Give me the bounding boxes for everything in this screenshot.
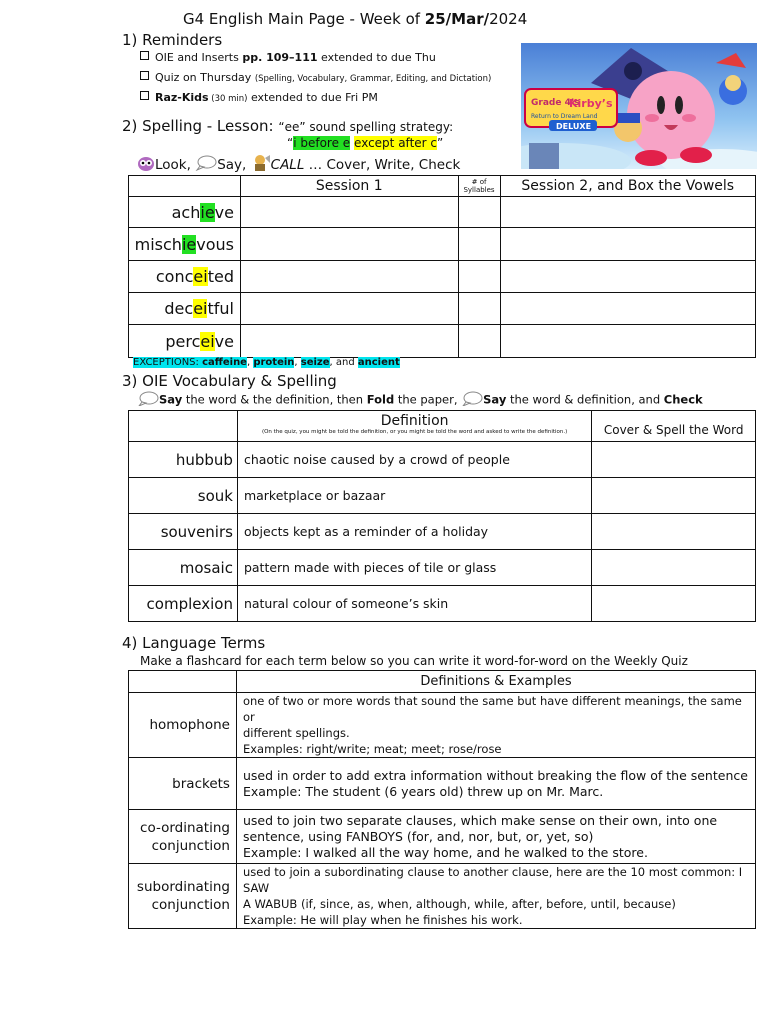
reminder-item: OIE and Inserts pp. 109–111 extended to due Thu	[140, 51, 436, 64]
term-cell: co-ordinating conjunction	[129, 810, 237, 864]
image-logo-sub: Return to Dream Land	[531, 113, 598, 120]
spelling-table	[128, 175, 756, 358]
page-title: G4 English Main Page - Week of 25/Mar/2024	[183, 10, 528, 28]
cover-spell-header: Cover & Spell the Word	[592, 411, 756, 442]
session1-cell[interactable]	[240, 293, 458, 325]
term-definition: used to join a subordinating clause to another clause, here are the 10 most common: I SAW A WABUB (if, since, as, when, although, while, after, before, until, because) Example: He will play when he finishes his work.	[236, 864, 755, 929]
spelling-exceptions: EXCEPTIONS: caffeine, protein, seize, and ancient	[133, 357, 400, 368]
terms-header-blank	[129, 671, 237, 693]
spelling-word: perceive	[129, 325, 241, 358]
kirby-game-image	[521, 43, 757, 169]
reminders-heading: 1) Reminders	[122, 31, 223, 49]
kirby-body-shape	[627, 71, 715, 159]
spelling-heading: 2) Spelling - Lesson: “ee” sound spelling strategy:	[122, 117, 454, 135]
owl-eyes-icon	[137, 155, 155, 175]
vocab-word: hubbub	[129, 442, 238, 478]
terms-heading: 4) Language Terms	[122, 634, 266, 652]
spelling-word: achieve	[129, 197, 241, 228]
speech-bubble-icon	[137, 391, 159, 409]
vocab-word: complexion	[129, 586, 238, 622]
speech-bubble-icon	[195, 155, 217, 175]
spelling-word: deceitful	[129, 293, 241, 325]
term-definition: one of two or more words that sound the same but have different meanings, the same or different spellings. Examples: right/write; meat; meet; rose/rose	[236, 693, 755, 758]
syllables-cell[interactable]	[458, 261, 500, 293]
cover-spell-cell[interactable]	[592, 586, 756, 622]
image-logo-text: Kirby’s	[569, 97, 613, 110]
vocab-word: mosaic	[129, 550, 238, 586]
vocab-word: souk	[129, 478, 238, 514]
checkbox-icon	[140, 71, 149, 80]
reminder-item: Raz-Kids (30 min) extended to due Fri PM	[140, 91, 378, 104]
vocab-definition: marketplace or bazaar	[237, 478, 591, 514]
vocab-table	[128, 410, 756, 622]
session2-header: Session 2, and Box the Vowels	[500, 176, 755, 197]
image-logo-deluxe: DELUXE	[556, 122, 592, 131]
vocab-definition: objects kept as a reminder of a holiday	[237, 514, 591, 550]
syllables-cell[interactable]	[458, 228, 500, 261]
session1-cell[interactable]	[240, 325, 458, 358]
checkbox-icon	[140, 51, 149, 60]
reminder-item: Quiz on Thursday (Spelling, Vocabulary, Grammar, Editing, and Dictation)	[140, 71, 491, 84]
cover-spell-cell[interactable]	[592, 478, 756, 514]
session1-cell[interactable]	[240, 261, 458, 293]
terms-instruction: Make a flashcard for each term below so you can write it word-for-word on the Weekly Quiz	[140, 654, 688, 668]
vocab-instructions: Say the word & the definition, then Fold the paper, Say the word & definition, and Check	[137, 391, 703, 409]
vocab-heading: 3) OIE Vocabulary & Spelling	[122, 372, 337, 390]
session2-cell[interactable]	[500, 325, 755, 358]
definition-note: (On the quiz, you might be told the definition, or you might be told the word and asked to write the definition.)	[261, 429, 568, 435]
syllables-cell[interactable]	[458, 197, 500, 228]
cover-spell-cell[interactable]	[592, 514, 756, 550]
syllables-cell[interactable]	[458, 293, 500, 325]
spelling-strategy: Look, Say, CALL … Cover, Write, Check	[137, 154, 460, 176]
term-definition: used in order to add extra information without breaking the flow of the sentence Example: The student (6 years old) threw up on Mr. Marc.	[236, 758, 755, 810]
session2-cell[interactable]	[500, 197, 755, 228]
spelling-word: mischievous	[129, 228, 241, 261]
spelling-word: conceited	[129, 261, 241, 293]
term-cell: brackets	[129, 758, 237, 810]
vocab-definition: chaotic noise caused by a crowd of people	[237, 442, 591, 478]
session1-cell[interactable]	[240, 197, 458, 228]
session2-cell[interactable]	[500, 293, 755, 325]
definition-header: Definition (On the quiz, you might be told the definition, or you might be told the word and asked to write the definition.)	[237, 411, 591, 442]
definitions-examples-header: Definitions & Examples	[236, 671, 755, 693]
vocab-word: souvenirs	[129, 514, 238, 550]
cover-spell-cell[interactable]	[592, 550, 756, 586]
syllables-header: # of Syllables	[458, 176, 500, 197]
spelling-header-blank	[129, 176, 241, 197]
vocab-definition: pattern made with pieces of tile or glass	[237, 550, 591, 586]
checkbox-icon	[140, 91, 149, 100]
session1-header: Session 1	[240, 176, 458, 197]
session1-cell[interactable]	[240, 228, 458, 261]
cover-spell-cell[interactable]	[592, 442, 756, 478]
terms-table	[128, 670, 756, 929]
speech-bubble-icon	[461, 391, 483, 409]
session2-cell[interactable]	[500, 228, 755, 261]
term-cell: homophone	[129, 693, 237, 758]
term-definition: used to join two separate clauses, which make sense on their own, into one sentence, using FANBOYS (for, and, nor, but, or, yet, so) Example: I walked all the way home, and he walked to the store.	[236, 810, 755, 864]
image-badge-text: Grade 4’s	[531, 98, 580, 108]
syllables-cell[interactable]	[458, 325, 500, 358]
term-cell: subordinating conjunction	[129, 864, 237, 929]
vocab-header-blank	[129, 411, 238, 442]
spelling-rule: “i before e except after c”	[287, 136, 444, 150]
session2-cell[interactable]	[500, 261, 755, 293]
caller-icon	[251, 154, 271, 176]
vocab-definition: natural colour of someone’s skin	[237, 586, 591, 622]
